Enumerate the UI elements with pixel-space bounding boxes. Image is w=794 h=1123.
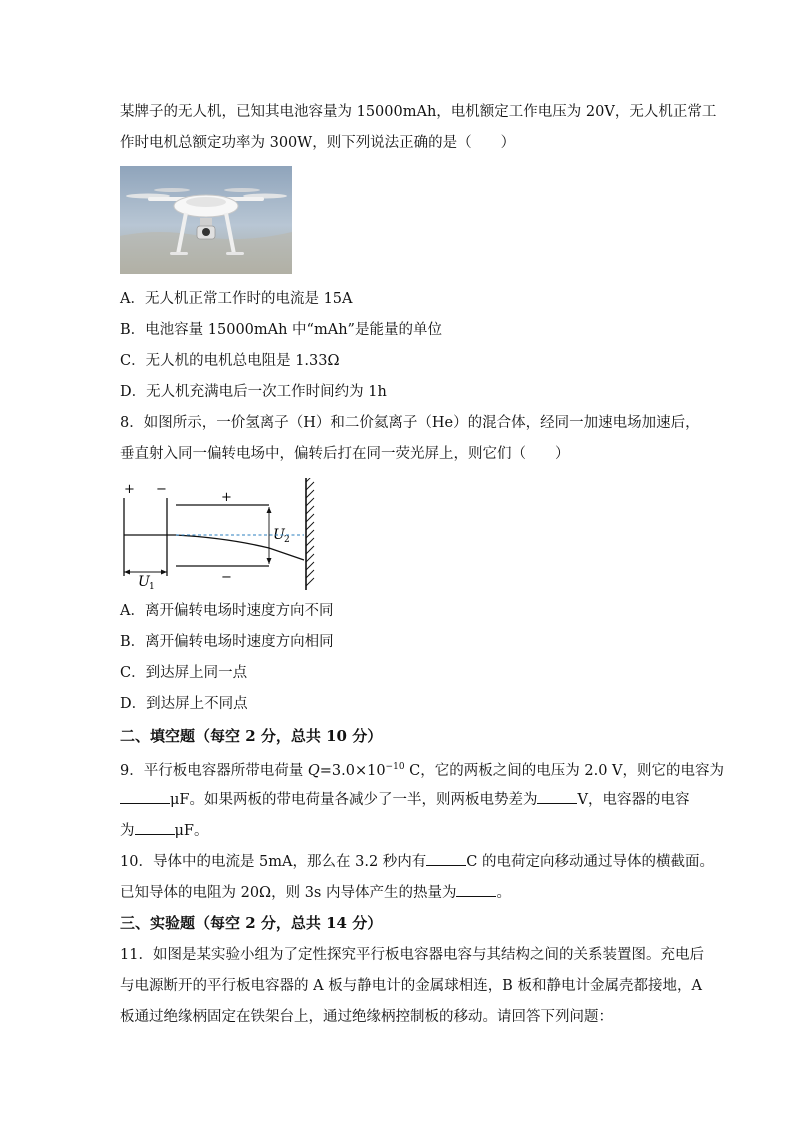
deflection-field-diagram: [118, 478, 328, 593]
q7-stem-line2: 作时电机总额定功率为 300W，则下列说法正确的是（ ）: [120, 135, 516, 151]
q11-line3: 板通过绝缘柄固定在铁架台上，通过绝缘柄控制板的移动。请回答下列问题：: [120, 1009, 613, 1025]
q10-line2: [120, 882, 511, 903]
q10-line1-b: C 的电荷定向移动通过导体的横截面。: [466, 854, 714, 870]
q9-line1-b: =3.0×10: [319, 762, 386, 779]
q10-blank-1[interactable]: [426, 851, 466, 866]
q7-option-b: B．电池容量 15000mAh 中“mAh”是能量的单位: [120, 322, 442, 338]
u2-label: U: [273, 527, 285, 543]
q9-blank-2[interactable]: [537, 789, 577, 804]
q9-line1-c: C，它的两板之间的电压为 2.0 V，则它的电容为: [404, 762, 724, 779]
q8-stem-line1: 8．如图所示，一价氢离子（H）和二价氦离子（He）的混合体，经同一加速电场加速后，: [120, 415, 700, 431]
deflect-minus-sign: −: [221, 570, 232, 585]
u2-subscript: 2: [284, 535, 290, 545]
q9-line3: [120, 820, 208, 841]
q9-exponent: −10: [385, 762, 405, 772]
q10-line2-a: 已知导体的电阻为 20Ω，则 3s 内导体产生的热量为: [120, 885, 457, 901]
q8-option-c: C．到达屏上同一点: [120, 665, 248, 681]
q7-stem-line1: 某牌子的无人机，已知其电池容量为 15000mAh，电机额定工作电压为 20V，无人机正常工: [120, 104, 717, 120]
q7-option-a: A．无人机正常工作时的电流是 15A: [120, 291, 353, 307]
q10-blank-2[interactable]: [456, 882, 496, 897]
q9-line2-b: V，电容器的电容: [577, 792, 690, 808]
q10-line1-a: 10．导体中的电流是 5mA，那么在 3.2 秒内有: [120, 854, 427, 870]
drone-photo: [120, 166, 292, 274]
deflect-plus-sign: +: [221, 490, 232, 505]
q8-option-d: D．到达屏上不同点: [120, 696, 248, 712]
q10-line1: [120, 851, 714, 872]
q7-option-c: C．无人机的电机总电阻是 1.33Ω: [120, 353, 340, 369]
q9-line2: [120, 789, 689, 810]
section3-title: 三、实验题（每空 2 分，总共 14 分）: [120, 914, 383, 932]
q8-option-a: A．离开偏转电场时速度方向不同: [120, 603, 334, 619]
q11-line2: 与电源断开的平行板电容器的 A 板与静电计的金属球相连，B 板和静电计金属壳都接地，A: [120, 978, 702, 994]
q11-line1: 11．如图是某实验小组为了定性探究平行板电容器电容与其结构之间的关系装置图。充电后: [120, 947, 704, 963]
q9-var-q: Q: [307, 762, 320, 779]
q9-line3-b: μF。: [174, 823, 209, 839]
q10-line2-b: 。: [496, 885, 511, 901]
accel-plus-sign: +: [124, 482, 135, 497]
q8-option-b: B．离开偏转电场时速度方向相同: [120, 634, 334, 650]
q9-line1-a: 9．平行板电容器所带电荷量: [120, 762, 308, 779]
section2-title: 二、填空题（每空 2 分，总共 10 分）: [120, 727, 383, 745]
q8-stem-line2: 垂直射入同一偏转电场中，偏转后打在同一荧光屏上，则它们（ ）: [120, 446, 570, 462]
q9-blank-1[interactable]: [120, 789, 170, 804]
accel-minus-sign: −: [156, 482, 167, 497]
q7-option-d: D．无人机充满电后一次工作时间约为 1h: [120, 384, 387, 400]
q9-line1: [120, 757, 724, 781]
q9-blank-3[interactable]: [135, 820, 175, 835]
q9-line3-a: 为: [120, 823, 135, 839]
q9-line2-a: μF。如果两板的带电荷量各减少了一半，则两板电势差为: [170, 792, 538, 808]
u1-label: U: [138, 574, 150, 590]
u1-subscript: 1: [149, 582, 155, 592]
